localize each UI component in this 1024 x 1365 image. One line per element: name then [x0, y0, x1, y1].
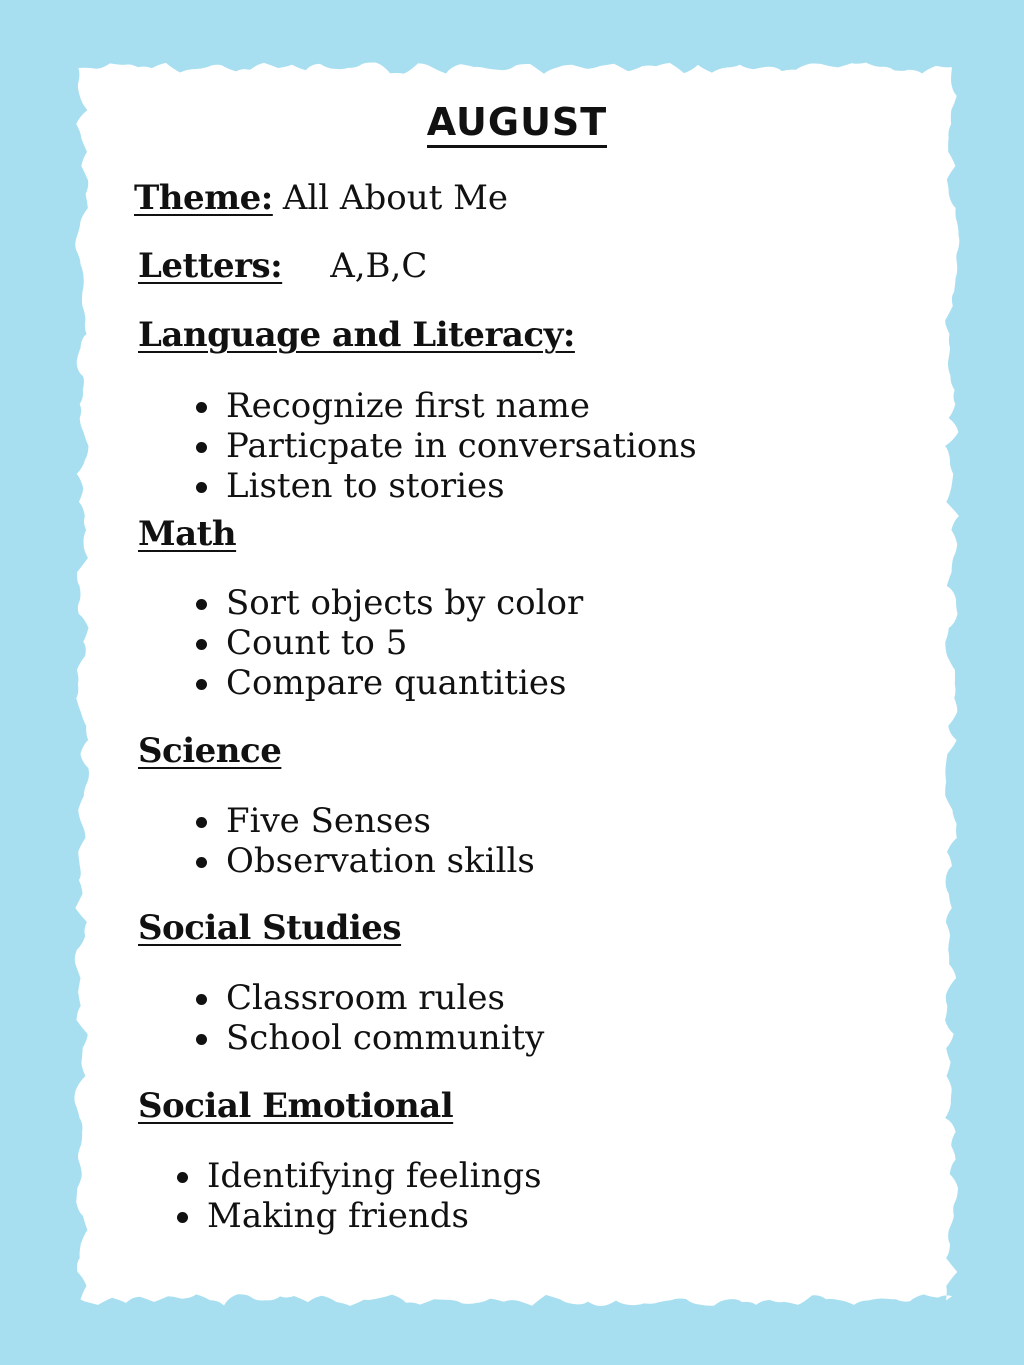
math-heading: Math [138, 514, 237, 554]
month-title-text: AUGUST [427, 100, 607, 148]
letters-row [138, 246, 427, 287]
list-item: Classroom rules [196, 978, 544, 1018]
language-literacy-heading: Language and Literacy: [138, 315, 575, 355]
list-item: Identifying feelings [177, 1156, 542, 1196]
theme-value: All About Me [282, 178, 509, 218]
list-item: Count to 5 [196, 623, 583, 663]
list-item: Making friends [177, 1196, 542, 1236]
social-studies-list [196, 978, 544, 1058]
social-studies-heading: Social Studies [138, 908, 402, 948]
math-list [196, 583, 583, 703]
letters-value: A,B,C [330, 246, 428, 286]
theme-label: Theme: [134, 178, 273, 218]
list-item: Five Senses [196, 801, 535, 841]
list-item: Compare quantities [196, 663, 583, 703]
science-heading: Science [138, 731, 282, 771]
social-emotional-heading: Social Emotional [138, 1086, 454, 1126]
list-item: Sort objects by color [196, 583, 583, 623]
theme-row [134, 178, 508, 219]
language-literacy-list [196, 386, 697, 506]
list-item: Particpate in conversations [196, 426, 697, 466]
science-list [196, 801, 535, 881]
social-emotional-list [177, 1156, 542, 1236]
list-item: Observation skills [196, 841, 535, 881]
list-item: School community [196, 1018, 544, 1058]
month-title [0, 102, 1024, 144]
list-item: Listen to stories [196, 466, 697, 506]
letters-label: Letters: [138, 246, 283, 286]
list-item: Recognize first name [196, 386, 697, 426]
